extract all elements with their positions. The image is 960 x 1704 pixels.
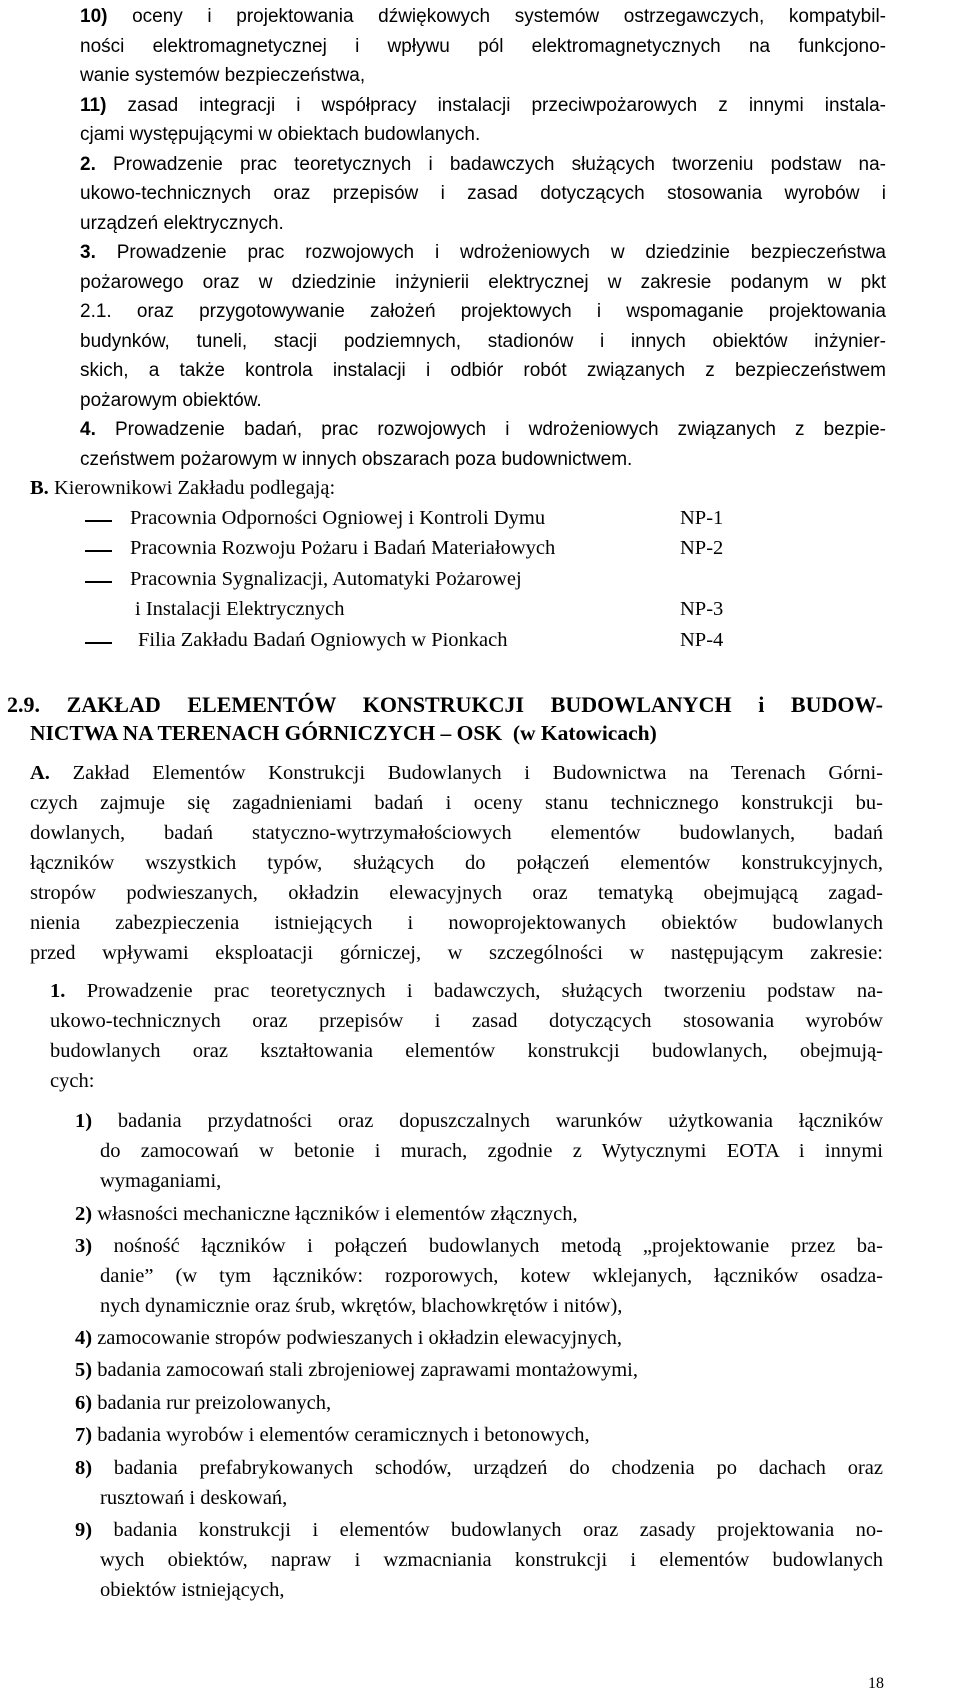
text: Prowadzenie badań, prac rozwojowych i wdrożeniowych związanych z bezpie- xyxy=(95,419,886,440)
dash-icon xyxy=(85,642,112,644)
text: własności mechaniczne łączników i elementów złącznych, xyxy=(92,1203,578,1225)
para-a-line-5: stropów podwieszanych, okładzin elewacyjnych oraz tematyką obejmującą zagad- xyxy=(30,882,883,904)
unit-code-2: NP-2 xyxy=(680,537,724,559)
heading-location: (w Katowicach) xyxy=(512,721,657,745)
unit-name-3: Pracownia Sygnalizacji, Automatyki Pożarowej xyxy=(130,568,522,590)
section-label: B. xyxy=(30,477,49,499)
para-1-line-3: budowlanych oraz kształtowania elementów konstrukcji budowlanych, obejmują- xyxy=(50,1040,883,1062)
list-item-line: wych obiektów, napraw i wzmacniania konstrukcji i elementów budowlanych xyxy=(100,1549,883,1571)
list-item-line: do zamocowań w betonie i murach, zgodnie z Wytycznymi EOTA i innymi xyxy=(100,1140,883,1162)
unit-name-3-cont: i Instalacji Elektrycznych xyxy=(135,598,345,620)
dash-icon xyxy=(85,520,112,522)
unit-name-4: Filia Zakładu Badań Ogniowych w Pionkach xyxy=(138,629,508,651)
list-item-line xyxy=(75,1111,883,1132)
dash-icon xyxy=(85,550,112,552)
para-3-line-2: pożarowego oraz w dziedzinie inżynierii elektrycznej w zakresie podanym w pkt xyxy=(80,272,886,293)
para-1-line-4: cych: xyxy=(50,1070,95,1092)
para-2-line-3: urządzeń elektrycznych. xyxy=(80,213,284,234)
text: nośność łączników i połączeń budowlanych metodą „projektowanie przez ba- xyxy=(92,1235,883,1257)
text: badania konstrukcji i elementów budowlanych oraz zasady projektowania no- xyxy=(92,1519,883,1541)
item-number: 8) xyxy=(75,1457,93,1479)
item-number: 4) xyxy=(75,1327,93,1349)
text: badania wyrobów i elementów ceramicznych i betonowych, xyxy=(92,1424,590,1446)
list-item-line: wymaganiami, xyxy=(100,1170,222,1192)
para-4-line-2: czeństwem pożarowym w innych obszarach poza budownictwem. xyxy=(80,449,633,470)
para-number: 1. xyxy=(50,980,66,1002)
para-2-line-1 xyxy=(80,155,886,174)
text: badania prefabrykowanych schodów, urządzeń do chodzenia po dachach oraz xyxy=(92,1457,883,1479)
list-item-line: obiektów istniejących, xyxy=(100,1579,285,1601)
para-1-line-2: ukowo-technicznych oraz przepisów i zasad dotyczących stosowania wyrobów xyxy=(50,1010,883,1032)
item-11-line-1 xyxy=(80,96,886,115)
para-a-line-6: nienia zabezpieczenia istniejących i nowoprojektowanych obiektów budowlanych xyxy=(30,912,883,934)
text: badania rur preizolowanych, xyxy=(92,1392,332,1414)
unit-code-4: NP-4 xyxy=(680,629,724,651)
item-11-line-2: cjami występującymi w obiektach budowlanych. xyxy=(80,124,481,145)
text: oceny i projektowania dźwiękowych systemów ostrzegawczych, kompatybil- xyxy=(107,6,886,27)
dash-icon xyxy=(85,581,112,583)
para-3-line-4: budynków, tuneli, stacji podziemnych, stadionów i innych obiektów inżynier- xyxy=(80,331,886,352)
list-item-line: danie” (w tym łączników: rozporowych, kotew wklejanych, łączników osadza- xyxy=(100,1265,883,1287)
text: zamocowanie stropów podwieszanych i okładzin elewacyjnych, xyxy=(92,1327,623,1349)
section-label: A. xyxy=(30,762,50,784)
item-number: 5) xyxy=(75,1359,93,1381)
section-heading-line-2 xyxy=(30,723,657,745)
item-number: 7) xyxy=(75,1424,93,1446)
text: zasad integracji i współpracy instalacji przeciwpożarowych z innymi instala- xyxy=(106,95,886,116)
heading-main: NICTWA NA TERENACH GÓRNICZYCH – OSK xyxy=(30,721,503,745)
text: badania przydatności oraz dopuszczalnych warunków użytkowania łączników xyxy=(92,1110,883,1132)
para-4-line-1 xyxy=(80,420,886,439)
para-3-line-1 xyxy=(80,243,886,262)
text: Zakład Elementów Konstrukcji Budowlanych i Budownictwa na Terenach Górni- xyxy=(49,762,883,784)
para-2-line-2: ukowo-technicznych oraz przepisów i zasad dotyczących stosowania wyrobów i xyxy=(80,183,886,204)
item-number: 1) xyxy=(75,1110,93,1132)
item-number: 3) xyxy=(75,1235,93,1257)
list-item-line xyxy=(75,1328,622,1349)
item-number: 6) xyxy=(75,1392,93,1414)
list-item-line xyxy=(75,1204,578,1225)
text: Kierownikowi Zakładu podlegają: xyxy=(48,477,336,499)
list-item-line xyxy=(75,1393,331,1414)
list-item-line: nych dynamicznie oraz śrub, wkrętów, blachowkrętów i nitów), xyxy=(100,1295,623,1317)
item-10-line-2: ności elektromagnetycznej i wpływu pól elektromagnetycznych na funkcjono- xyxy=(80,36,886,57)
text: Prowadzenie prac rozwojowych i wdrożeniowych w dziedzinie bezpieczeństwa xyxy=(95,242,886,263)
para-number: 2. xyxy=(80,154,96,175)
item-10-line-1 xyxy=(80,7,886,26)
para-a-line-4: łączników wszystkich typów, służących do połączeń elementów konstrukcyjnych, xyxy=(30,852,883,874)
item-number: 2) xyxy=(75,1203,93,1225)
para-1-line-1 xyxy=(50,981,883,1002)
text: Prowadzenie prac teoretycznych i badawczych, służących tworzeniu podstaw na- xyxy=(65,980,883,1002)
list-item-line xyxy=(75,1236,883,1257)
text: badania zamocowań stali zbrojeniowej zaprawami montażowymi, xyxy=(92,1359,638,1381)
list-item-line: rusztowań i deskowań, xyxy=(100,1487,288,1509)
section-heading-line-1: 2.9. ZAKŁAD ELEMENTÓW KONSTRUKCJI BUDOWLANYCH i BUDOW- xyxy=(7,692,883,717)
item-number: 10) xyxy=(80,6,108,27)
list-item-line xyxy=(75,1360,638,1381)
para-a-line-1 xyxy=(30,763,883,784)
item-number: 9) xyxy=(75,1519,93,1541)
unit-name-2: Pracownia Rozwoju Pożaru i Badań Materiałowych xyxy=(130,537,556,559)
unit-name-1: Pracownia Odporności Ogniowej i Kontroli Dymu xyxy=(130,507,546,529)
section-b-intro xyxy=(30,478,335,499)
list-item-line xyxy=(75,1425,590,1446)
unit-code-1: NP-1 xyxy=(680,507,724,529)
para-number: 4. xyxy=(80,419,96,440)
para-number: 3. xyxy=(80,242,96,263)
para-a-line-2: czych zajmuje się zagadnieniami badań i oceny stanu technicznego konstrukcji bu- xyxy=(30,792,883,814)
list-item-line xyxy=(75,1520,883,1541)
item-10-line-3: wanie systemów bezpieczeństwa, xyxy=(80,65,366,86)
para-a-line-3: dowlanych, badań statyczno-wytrzymałościowych elementów budowlanych, badań xyxy=(30,822,883,844)
para-3-line-3: 2.1. oraz przygotowywanie założeń projektowych i wspomaganie projektowania xyxy=(80,301,886,322)
item-number: 11) xyxy=(80,95,107,116)
para-3-line-6: pożarowym obiektów. xyxy=(80,390,262,411)
list-item-line xyxy=(75,1458,883,1479)
page-number: 18 xyxy=(868,1675,884,1692)
para-a-line-7: przed wpływami eksploatacji górniczej, w szczególności w następującym zakresie: xyxy=(30,942,883,964)
para-3-line-5: skich, a także kontrola instalacji i odbiór robót związanych z bezpieczeństwem xyxy=(80,360,886,381)
text: Prowadzenie prac teoretycznych i badawczych służących tworzeniu podstaw na- xyxy=(95,154,886,175)
unit-code-3: NP-3 xyxy=(680,598,724,620)
